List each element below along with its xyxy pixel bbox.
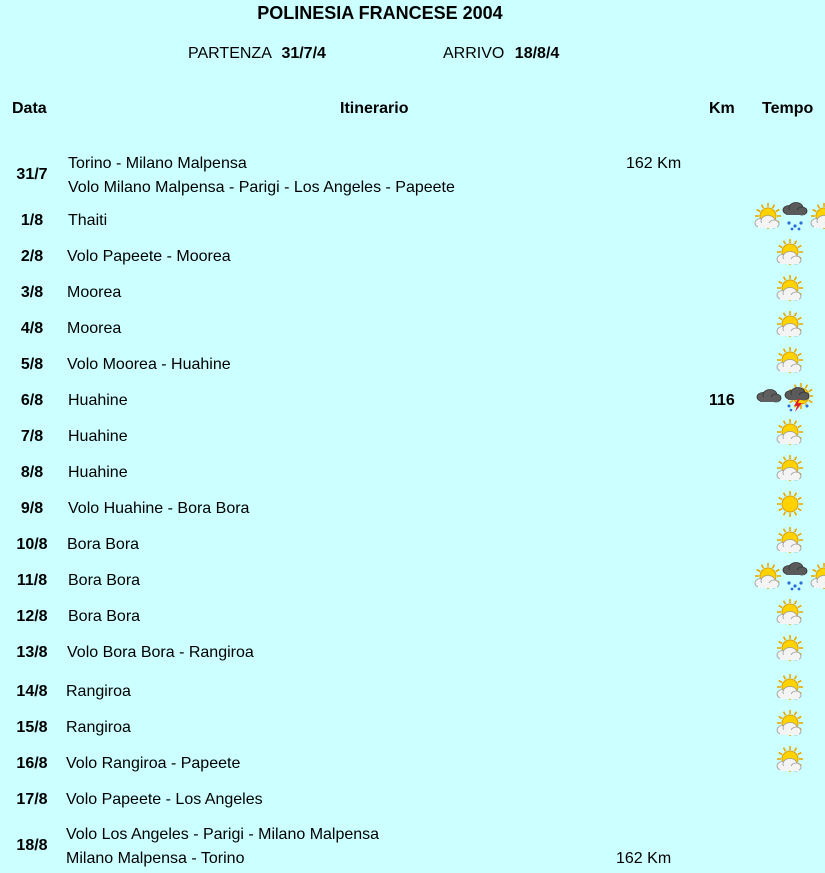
itinerary-text: Bora Bora bbox=[68, 608, 141, 625]
sun-icon bbox=[775, 490, 803, 524]
table-row bbox=[0, 826, 825, 872]
weather-icons bbox=[775, 634, 803, 668]
thunderstorm-icon bbox=[783, 382, 811, 416]
header-weather: Tempo bbox=[762, 100, 814, 117]
itinerary-text: Volo Papeete - Moorea bbox=[67, 248, 231, 265]
row-date: 4/8 bbox=[20, 320, 44, 337]
table-row bbox=[0, 464, 825, 484]
row-date: 17/8 bbox=[16, 791, 48, 808]
itinerary-text: Volo Los Angeles - Parigi - Milano Malpensa bbox=[66, 826, 380, 843]
itinerary-text: Volo Bora Bora - Rangiroa bbox=[67, 644, 254, 661]
partly-cloudy-icon bbox=[775, 598, 803, 632]
table-row bbox=[0, 284, 825, 304]
weather-icons bbox=[755, 382, 811, 416]
partly-cloudy-icon bbox=[775, 238, 803, 272]
partly-cloudy-icon bbox=[775, 709, 803, 743]
dark-cloud-icon bbox=[755, 382, 783, 416]
partly-cloudy-icon bbox=[775, 274, 803, 308]
partly-cloudy-icon bbox=[775, 418, 803, 452]
row-date: 16/8 bbox=[16, 755, 48, 772]
row-date: 8/8 bbox=[20, 464, 44, 481]
weather-icons bbox=[775, 454, 803, 488]
table-row bbox=[0, 683, 825, 703]
row-date: 13/8 bbox=[16, 644, 48, 661]
table-row bbox=[0, 500, 825, 520]
itinerary-text: Torino - Milano Malpensa bbox=[68, 155, 247, 172]
row-date: 12/8 bbox=[16, 608, 48, 625]
weather-icons bbox=[775, 418, 803, 452]
arrival-label: ARRIVO bbox=[443, 45, 505, 62]
row-date: 1/8 bbox=[20, 212, 44, 229]
table-row bbox=[0, 536, 825, 556]
itinerary-text: Volo Moorea - Huahine bbox=[67, 356, 231, 373]
weather-icons bbox=[753, 202, 825, 236]
row-km: 162 Km bbox=[616, 850, 672, 867]
table-row bbox=[0, 248, 825, 268]
row-km: 162 Km bbox=[626, 155, 682, 172]
weather-icons bbox=[775, 526, 803, 560]
weather-icons bbox=[775, 490, 803, 524]
header-km: Km bbox=[709, 100, 735, 117]
departure-date: 31/7/4 bbox=[281, 45, 326, 62]
row-date: 3/8 bbox=[20, 284, 44, 301]
arrival-date: 18/8/4 bbox=[514, 45, 560, 62]
table-row bbox=[0, 320, 825, 340]
row-date: 7/8 bbox=[20, 428, 44, 445]
partly-cloudy-icon bbox=[775, 634, 803, 668]
itinerary-text: Volo Milano Malpensa - Parigi - Los Angeles - Papeete bbox=[68, 179, 455, 196]
partly-cloudy-icon bbox=[775, 454, 803, 488]
partly-cloudy-icon bbox=[775, 346, 803, 380]
partly-cloudy-icon bbox=[809, 562, 825, 596]
weather-icons bbox=[775, 346, 803, 380]
itinerary-text: Thaiti bbox=[68, 212, 108, 229]
table-row bbox=[0, 356, 825, 376]
partly-cloudy-icon bbox=[775, 673, 803, 707]
row-date: 31/7 bbox=[16, 166, 48, 183]
table-row bbox=[0, 791, 825, 811]
row-date: 5/8 bbox=[20, 356, 44, 373]
row-date: 18/8 bbox=[16, 837, 48, 854]
table-row bbox=[0, 212, 825, 232]
weather-icons bbox=[775, 310, 803, 344]
itinerary-text: Moorea bbox=[67, 320, 122, 337]
row-km: 116 bbox=[709, 392, 735, 409]
table-row bbox=[0, 608, 825, 628]
itinerary-text: Rangiroa bbox=[66, 683, 131, 700]
header-itinerary: Itinerario bbox=[340, 100, 409, 117]
row-date: 9/8 bbox=[20, 500, 44, 517]
row-date: 15/8 bbox=[16, 719, 48, 736]
partly-cloudy-icon bbox=[775, 745, 803, 779]
itinerary-text: Huahine bbox=[68, 392, 128, 409]
itinerary-text: Moorea bbox=[67, 284, 122, 301]
itinerary-text: Bora Bora bbox=[68, 572, 141, 589]
departure bbox=[188, 45, 326, 63]
itinerary-text: Huahine bbox=[68, 428, 128, 445]
weather-icons bbox=[753, 562, 825, 596]
itinerary-text: Rangiroa bbox=[66, 719, 131, 736]
table-row bbox=[0, 755, 825, 775]
page-title: POLINESIA FRANCESE 2004 bbox=[257, 3, 503, 23]
weather-icons bbox=[775, 709, 803, 743]
row-date: 6/8 bbox=[20, 392, 44, 409]
rain-cloud-icon bbox=[781, 202, 809, 236]
row-date: 11/8 bbox=[16, 572, 48, 589]
itinerary-text: Volo Huahine - Bora Bora bbox=[68, 500, 250, 517]
row-date: 10/8 bbox=[16, 536, 48, 553]
partly-cloudy-icon bbox=[809, 202, 825, 236]
weather-icons bbox=[775, 238, 803, 272]
table-row bbox=[0, 572, 825, 592]
itinerary-text: Bora Bora bbox=[67, 536, 140, 553]
partly-cloudy-icon bbox=[775, 526, 803, 560]
table-row bbox=[0, 155, 825, 201]
itinerary-text: Huahine bbox=[68, 464, 128, 481]
partly-cloudy-icon bbox=[753, 202, 781, 236]
table-row bbox=[0, 719, 825, 739]
header-date: Data bbox=[12, 100, 47, 117]
table-row bbox=[0, 392, 825, 412]
row-date: 14/8 bbox=[16, 683, 48, 700]
table-row bbox=[0, 428, 825, 448]
weather-icons bbox=[775, 274, 803, 308]
itinerary-text: Volo Papeete - Los Angeles bbox=[66, 791, 263, 808]
itinerary-text: Volo Rangiroa - Papeete bbox=[66, 755, 241, 772]
table-row bbox=[0, 644, 825, 664]
row-date: 2/8 bbox=[20, 248, 44, 265]
partly-cloudy-icon bbox=[775, 310, 803, 344]
itinerary-text: Milano Malpensa - Torino bbox=[66, 850, 245, 867]
weather-icons bbox=[775, 673, 803, 707]
rain-cloud-icon bbox=[781, 562, 809, 596]
weather-icons bbox=[775, 598, 803, 632]
departure-label: PARTENZA bbox=[188, 45, 271, 62]
weather-icons bbox=[775, 745, 803, 779]
arrival bbox=[443, 45, 559, 63]
partly-cloudy-icon bbox=[753, 562, 781, 596]
